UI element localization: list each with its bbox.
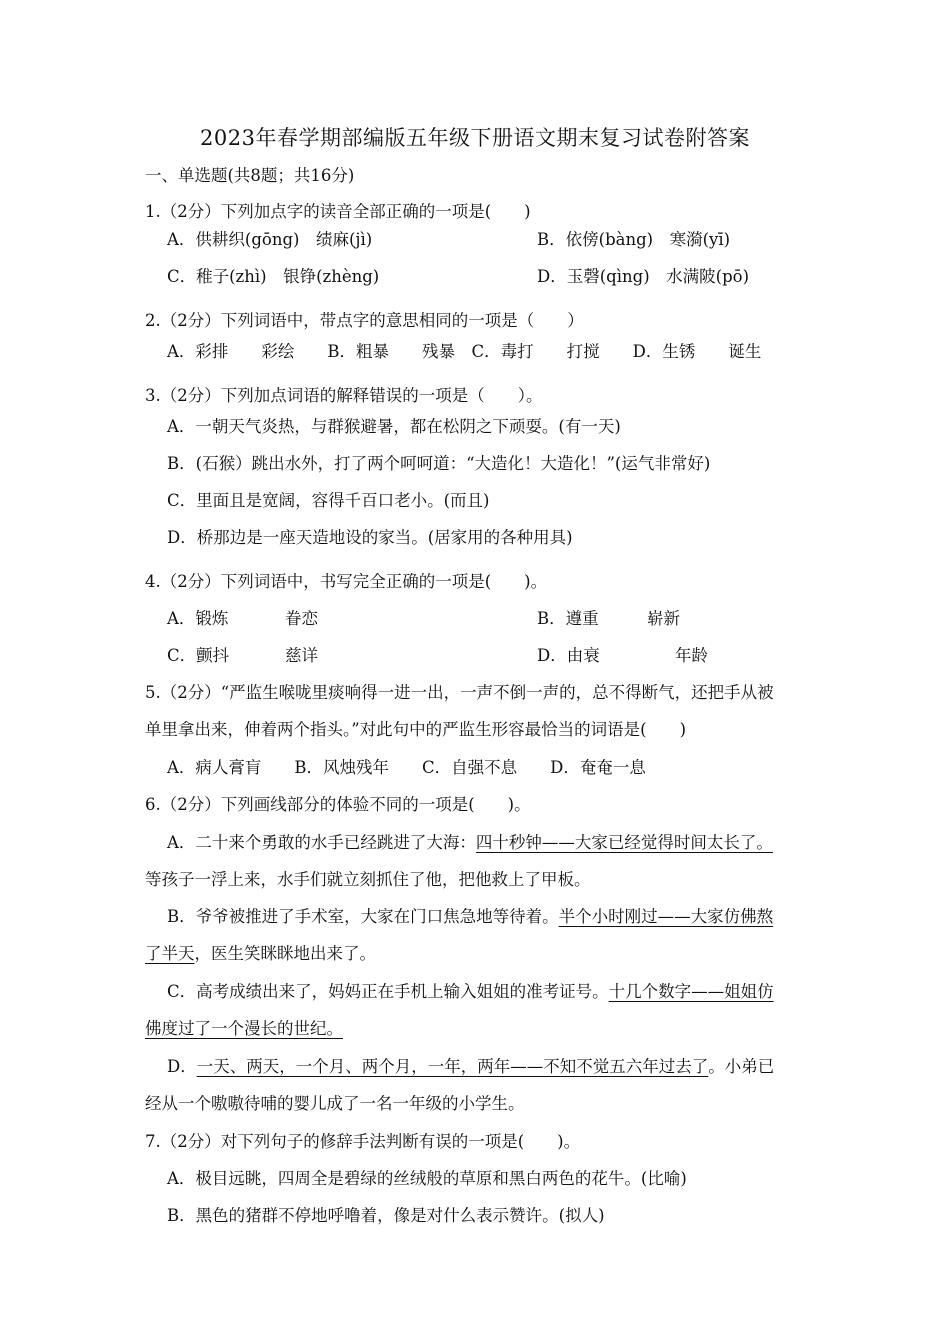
question-6-option-d-continued: 经从一个嗷嗷待哺的婴儿成了一名一年级的小学生。 — [145, 1094, 525, 1113]
question-4-option-b: B．遵重 — [537, 609, 599, 628]
question-6-option-b-underlined: 半个小时刚过——大家仿佛熬 — [558, 907, 774, 926]
question-6-option-d-underlined: 一天、两天，一个月、两个月，一年，两年——不知不觉五六年过去了 — [196, 1057, 709, 1076]
question-6-option-c-underlined-2: 佛度过了一个漫长的世纪。 — [145, 1019, 343, 1038]
question-4-option-d: D．由衰 — [537, 646, 600, 665]
question-1-option-c: C．稚子(zhì) 银铮(zhèng) — [167, 267, 380, 286]
question-1-stem: 1.（2分）下列加点字的读音全部正确的一项是( ) — [145, 202, 531, 221]
question-3-option-d: D．桥那边是一座天造地设的家当。(居家用的各种用具) — [167, 528, 573, 547]
question-6-option-b-continued — [145, 942, 376, 966]
question-6-option-c — [167, 980, 774, 1004]
question-6-option-c-underlined: 十几个数字——姐姐仿 — [608, 982, 774, 1001]
question-6-option-b-text: B．爷爷被推进了手术室，大家在门口焦急地等待着。 — [167, 907, 559, 926]
question-6-option-b — [167, 905, 773, 929]
question-4-option-c-word2: 慈详 — [285, 646, 318, 665]
question-1-option-a: A．供耕织(gōng) 绩麻(jì) — [167, 230, 373, 249]
question-5-stem-line2: 单里拿出来，伸着两个指头。”对此句中的严监生形容最恰当的词语是( ) — [145, 720, 687, 739]
question-2-options: A．彩排 彩绘 B．粗暴 残暴 C．毒打 打搅 D．生锈 诞生 — [167, 342, 762, 361]
question-3-option-c: C．里面且是宽阔，容得千百口老小。(而且) — [167, 491, 490, 510]
question-4-option-d-word2: 年龄 — [675, 646, 708, 665]
question-4-option-a-word2: 眷恋 — [285, 609, 318, 628]
question-5-stem-line1: 5.（2分）“严监生喉咙里痰响得一进一出，一声不倒一声的，总不得断气，还把手从被 — [145, 683, 774, 702]
question-4-option-c: C．颤抖 — [167, 646, 230, 665]
question-6-option-a-text: A．二十来个勇敢的水手已经跳进了大海： — [167, 833, 476, 852]
question-1-option-d: D．玉磬(qìng) 水满陂(pō) — [537, 267, 750, 286]
question-2-stem: 2.（2分）下列词语中，带点字的意思相同的一项是（ ） — [145, 311, 584, 330]
question-3-option-a: A．一朝天气炎热，与群猴避暑，都在松阴之下顽耍。(有一天) — [167, 417, 621, 436]
question-4-stem: 4.（2分）下列词语中，书写完全正确的一项是( )。 — [145, 572, 548, 591]
question-3-option-b: B．(石猴）跳出水外，打了两个呵呵道：“大造化！大造化！”(运气非常好) — [167, 454, 711, 473]
question-6-option-c-continued — [145, 1017, 343, 1041]
question-7-option-a: A．极目远眺，四周全是碧绿的丝绒般的草原和黑白两色的花牛。(比喻) — [167, 1169, 687, 1188]
question-6-option-c-text: C．高考成绩出来了，妈妈正在手机上输入姐姐的准考证号。 — [167, 982, 609, 1001]
question-6-option-b-tail: ，医生笑眯眯地出来了。 — [194, 944, 376, 963]
question-6-option-b-underlined-2: 了半天 — [145, 944, 195, 963]
question-1-option-b: B．依傍(bàng) 寒漪(yī) — [537, 230, 731, 249]
question-5-options: A．病人膏肓 B．风烛残年 C．自强不息 D．奄奄一息 — [167, 758, 646, 777]
question-3-stem: 3.（2分）下列加点词语的解释错误的一项是（ ）。 — [145, 386, 543, 405]
question-4-option-b-word2: 崭新 — [647, 609, 680, 628]
question-6-option-d-tail: 。小弟已 — [708, 1057, 775, 1076]
question-4-option-a: A．锻炼 — [167, 609, 229, 628]
question-6-option-d-label: D． — [167, 1057, 197, 1076]
question-6-option-a — [167, 831, 773, 855]
question-6-option-a-underlined: 四十秒钟——大家已经觉得时间太长了。 — [475, 833, 773, 852]
question-7-option-b: B．黑色的猪群不停地呼噜着，像是对什么表示赞许。(拟人) — [167, 1206, 605, 1225]
question-6-stem: 6.（2分）下列画线部分的体验不同的一项是( )。 — [145, 795, 531, 814]
question-7-stem: 7.（2分）对下列句子的修辞手法判断有误的一项是( )。 — [145, 1132, 581, 1151]
section-heading: 一、单选题(共8题；共16分) — [145, 166, 355, 185]
question-6-option-a-continued: 等孩子一浮上来，水手们就立刻抓住了他，把他救上了甲板。 — [145, 870, 591, 889]
question-6-option-d — [167, 1055, 774, 1079]
page-title: 2023年春学期部编版五年级下册语文期末复习试卷附答案 — [200, 126, 750, 150]
